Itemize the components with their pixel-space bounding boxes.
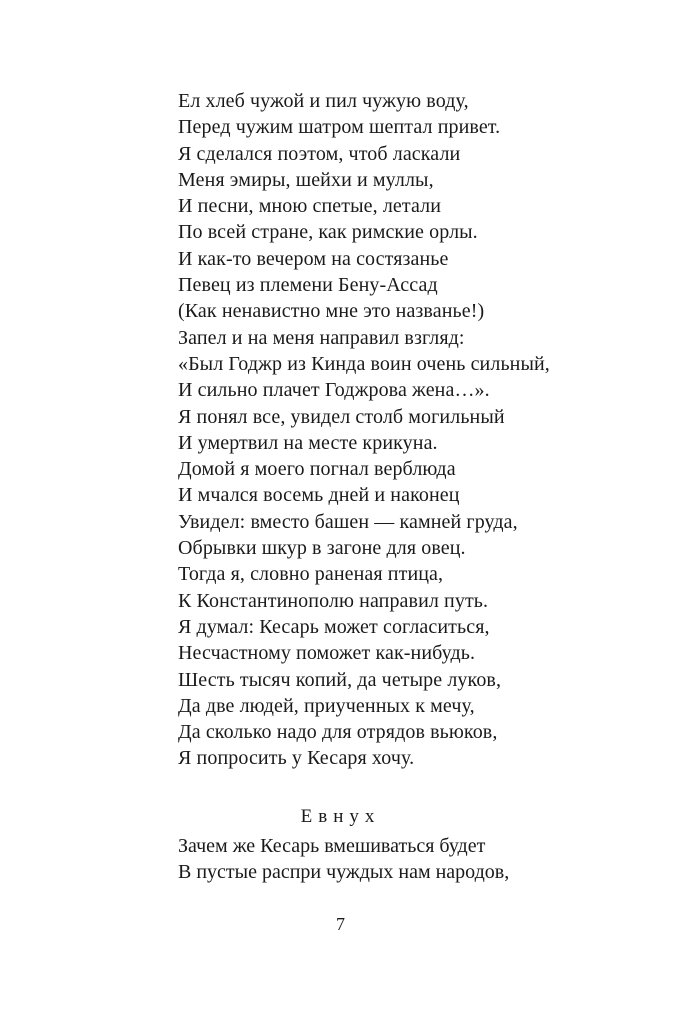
speaker-name: Евнух xyxy=(300,806,381,827)
verse-line: Домой я моего погнал верблюда xyxy=(178,458,456,481)
poem-stanza xyxy=(178,88,550,772)
verse-line: Я думал: Кесарь может согласиться, xyxy=(178,615,490,638)
verse-line: Я понял все, увидел столб могильный xyxy=(178,405,505,428)
verse-line: Меня эмиры, шейхи и муллы, xyxy=(178,168,434,191)
verse-line: Обрывки шкур в загоне для овец. xyxy=(178,537,466,560)
verse-line: И сильно плачет Годжрова жена…». xyxy=(178,379,490,402)
verse-line: Я сделался поэтом, чтоб ласкали xyxy=(178,142,461,165)
verse-line: Да сколько надо для отрядов вьюков, xyxy=(178,721,498,744)
verse-line: И песни, мною спетые, летали xyxy=(178,195,441,218)
verse-line: Певец из племени Бену-Ассад xyxy=(178,274,438,297)
verse-line: Шесть тысяч копий, да четыре луков, xyxy=(178,668,502,691)
verse-line: Да две людей, приученных к мечу, xyxy=(178,694,475,717)
verse-line: Перед чужим шатром шептал привет. xyxy=(178,116,501,139)
verse-line: К Константинополю направил путь. xyxy=(178,589,489,612)
verse-line: «Был Годжр из Кинда воин очень сильный, xyxy=(178,352,550,375)
verse-line: И мчался восемь дней и наконец xyxy=(178,484,460,507)
verse-line: Зачем же Кесарь вмешиваться будет xyxy=(178,835,486,857)
verse-line: Несчастному поможет как-нибудь. xyxy=(178,642,476,665)
verse-line: И умертвил на месте крикуна. xyxy=(178,431,438,454)
verse-line: Тогда я, словно раненая птица, xyxy=(178,563,444,586)
verse-line: Запел и на меня направил взгляд: xyxy=(178,326,465,349)
verse-line: Увидел: вместо башен — камней груда, xyxy=(178,510,518,533)
verse-line: В пустые распри чуждых нам народов, xyxy=(178,861,510,884)
verse-line: Ел хлеб чужой и пил чужую воду, xyxy=(178,90,469,112)
verse-line: И как-то вечером на состязанье xyxy=(178,247,449,270)
verse-line: (Как ненавистно мне это названье!) xyxy=(178,300,485,323)
page-number: 7 xyxy=(336,914,345,934)
verse-line: Я попросить у Кесаря хочу. xyxy=(178,747,415,770)
verse-line: По всей стране, как римские орлы. xyxy=(178,221,478,244)
reply-stanza xyxy=(178,833,509,886)
